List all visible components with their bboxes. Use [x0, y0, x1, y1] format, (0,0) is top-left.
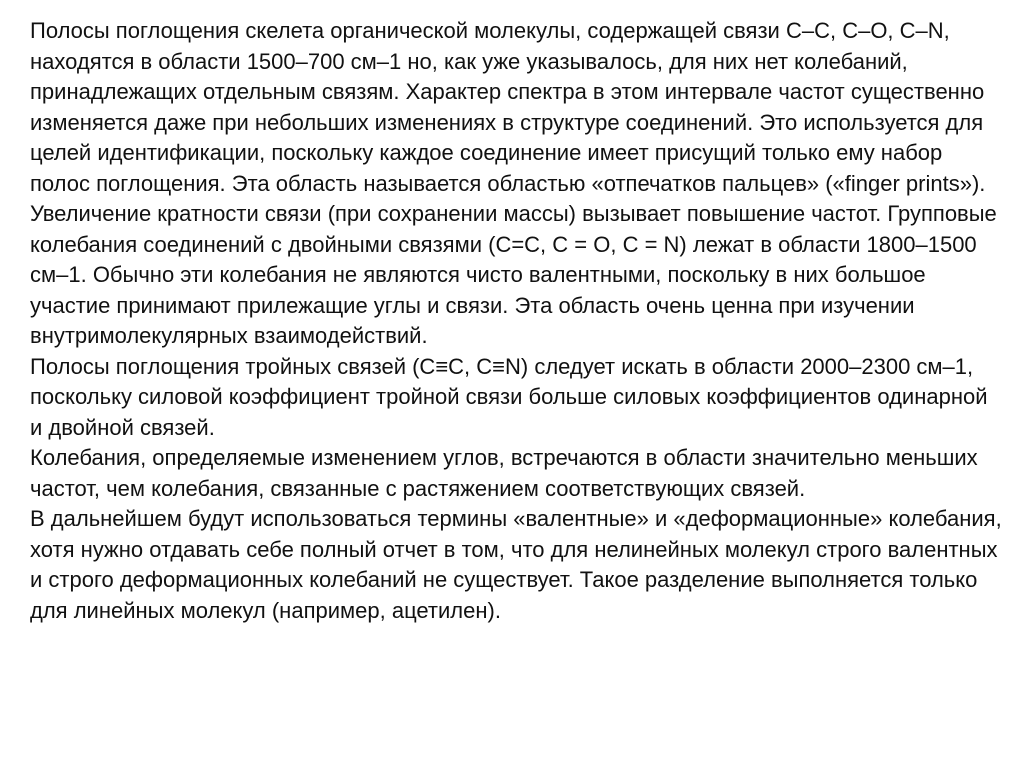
paragraph-angle-vibrations: Колебания, определяемые изменением углов, встречаются в области значительно меньших частот, чем колебания, связанные с растяжением соответствующих связей. [30, 445, 978, 501]
paragraph-triple-bonds: Полосы поглощения тройных связей (С≡С, С≡N) следует искать в области 2000–2300 см–1, поскольку силовой коэффициент тройной связи больше силовых коэффициентов одинарной и двойной связей. [30, 353, 988, 440]
paragraph-fingerprint-region: Полосы поглощения скелета органической молекулы, содержащей связи С–С, С–О, С–N, находятся в области 1500–700 см–1 но, как уже указывалось, для них нет колебаний, принадлежащих отдельным связям. Характер спектра в этом интервале частот существенно изменяется даже при небольших изменениях в структуре соединений. Это используется для целей идентификации, поскольку каждое соединение имеет присущий только ему набор полос поглощения. Эта область называется областью «отпечатков пальцев» («finger prints»). [30, 18, 986, 196]
document-body [30, 16, 1002, 626]
paragraph-double-bonds: Увеличение кратности связи (при сохранении массы) вызывает повышение частот. Групповые колебания соединений с двойными связями (С=С, С = О, С = N) лежат в области 1800–1500 см–1. Обычно эти колебания не являются чисто валентными, поскольку в них большое участие принимают прилежащие углы и связи. Эта область очень ценна при изучении внутримолекулярных взаимодействий. [30, 201, 997, 348]
paragraph-terminology: В дальнейшем будут использоваться термины «валентные» и «деформационные» колебания, хотя нужно отдавать себе полный отчет в том, что для нелинейных молекул строго валентных и строго деформационных колебаний не существует. Такое разделение выполняется только для линейных молекул (например, ацетилен). [30, 506, 1002, 623]
